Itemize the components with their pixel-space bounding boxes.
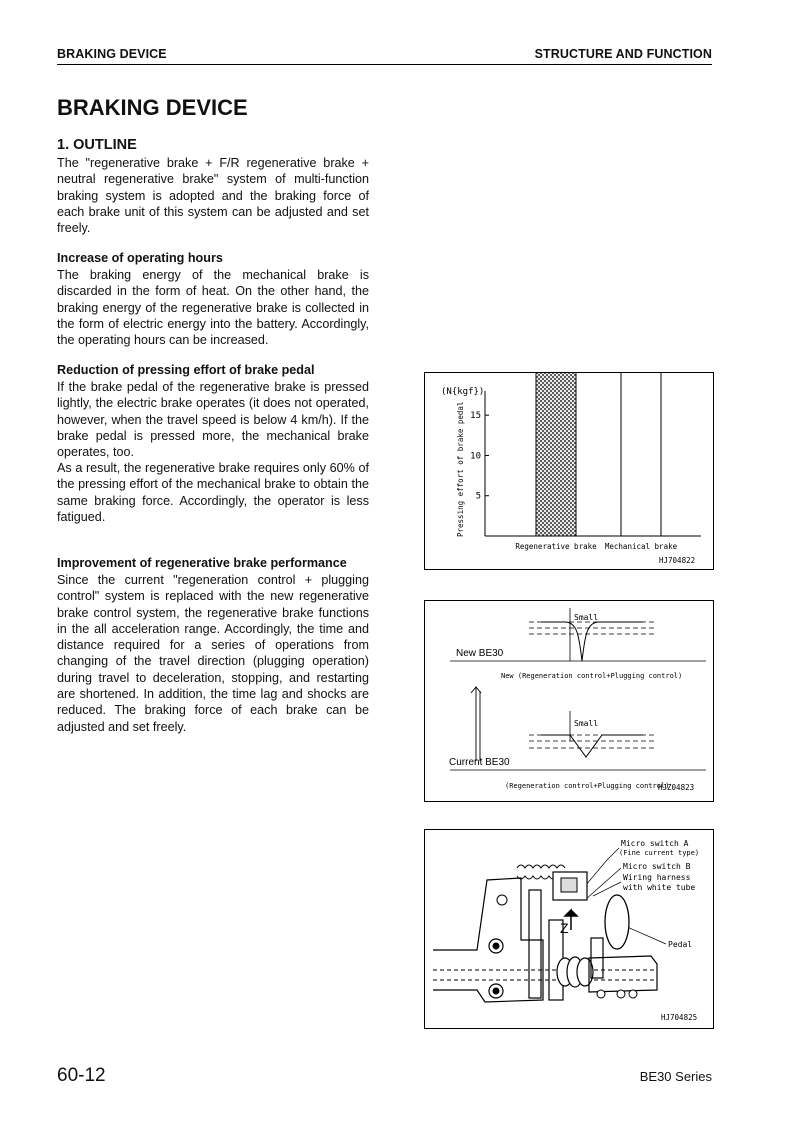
header-section-title: BRAKING DEVICE xyxy=(57,47,167,61)
fig2-code: HJZ04823 xyxy=(658,783,695,792)
chart-y-axis-label: Pressing effort of brake pedal xyxy=(456,401,465,537)
new-be30-label: New BE30 xyxy=(456,648,504,659)
callout-z: Z xyxy=(560,920,569,936)
pedal-mechanism-figure xyxy=(424,829,714,1029)
bolt-5 xyxy=(493,988,499,994)
chart-y-tick-label: 15 xyxy=(470,411,481,422)
fitting-2 xyxy=(617,990,625,998)
pedal-pad xyxy=(605,895,629,949)
section-body-operating-hours: The braking energy of the mechanical brake is discarded in the form of heat. On the other hand, the braking energy of the regenerative brake is collected in the form of electric energy into the battery. Accordingly, the operating hours can be increased. xyxy=(57,268,369,348)
header-chapter-title: STRUCTURE AND FUNCTION xyxy=(534,47,712,61)
current-be30-label: Current BE30 xyxy=(449,757,510,768)
pedal-effort-chart xyxy=(424,372,714,570)
section-body-regen-performance: Since the current "regeneration control + plugging control" system is replaced with the new regenerative brake control system, the regenerative brake functions in the all acceleration range. Accordingly, the time and distance required for a series of operations from changing of the travel direction (plugging operation) during travel to deceleration, stopping, and restarting are shortened. In addition, the time lag and shocks are reduced. The braking force of each brake can be adjusted and set freely. xyxy=(57,573,369,734)
fitting-3 xyxy=(629,990,637,998)
section-heading-pedal-effort: Reduction of pressing effort of brake pedal xyxy=(57,363,315,377)
chart-category-label: Mechanical brake xyxy=(604,542,678,551)
chart-y-tick-label: 5 xyxy=(475,491,481,502)
section-heading-operating-hours: Increase of operating hours xyxy=(57,251,223,265)
callout-fine-current: (Fine current type) xyxy=(619,849,700,857)
chart-bar xyxy=(536,373,576,536)
header-divider xyxy=(57,64,712,65)
current-caption: (Regeneration control+Plugging control) xyxy=(505,782,670,790)
new-small-label: Small xyxy=(574,613,599,622)
fig3-code: HJ704825 xyxy=(661,1013,698,1022)
current-small-label: Small xyxy=(574,719,599,728)
chart-code: HJ704822 xyxy=(659,556,696,565)
section-body-pedal-effort-2: As a result, the regenerative brake requires only 60% of the pressing effort of the mechanical brake to obtain the same braking force. Accordingly, the operator is less fatigued. xyxy=(57,461,369,524)
frame-plate xyxy=(433,878,543,1002)
callout-micro-switch-a: Micro switch A xyxy=(621,839,689,848)
page-title: BRAKING DEVICE xyxy=(57,95,248,120)
callout-wiring-harness: Wiring harness xyxy=(623,873,691,882)
section-body-pedal-effort: If the brake pedal of the regenerative brake is pressed lightly, the electric brake operates (it does not operated, however, when the travel speed is below 4 km/h). If the brake pedal is pressed more, the mechanical brake operates, too. xyxy=(57,380,369,460)
pedal-shaft xyxy=(433,970,655,980)
callout-white-tube: with white tube xyxy=(623,883,696,892)
bolt-3 xyxy=(493,943,499,949)
lever-arm xyxy=(529,890,541,998)
cylinder-body xyxy=(589,956,657,992)
page-number: 60-12 xyxy=(57,1065,106,1086)
bolt-1 xyxy=(497,895,507,905)
outline-heading: 1. OUTLINE xyxy=(57,137,137,153)
chart-category-label: Regenerative brake xyxy=(515,542,597,551)
upgrade-arrow xyxy=(471,687,481,761)
current-brake-curve xyxy=(541,735,643,757)
series-name: BE30 Series xyxy=(639,1069,712,1084)
chart-y-unit: (N{kgf}) xyxy=(441,387,485,397)
leader-pedal xyxy=(625,926,666,944)
callout-pedal: Pedal xyxy=(668,940,693,949)
fitting-1 xyxy=(597,990,605,998)
chart-y-tick-label: 10 xyxy=(470,451,481,462)
brake-comparison-figure xyxy=(424,600,714,802)
outline-intro: The "regenerative brake + F/R regenerative brake + neutral regenerative brake" system of multi-function braking system is adopted and the braking force of each brake unit of this system can be adjusted and set freely. xyxy=(57,156,369,236)
micro-switch-block xyxy=(561,878,577,892)
section-heading-regen-performance: Improvement of regenerative brake performance xyxy=(57,556,347,570)
callout-micro-switch-b: Micro switch B xyxy=(623,862,691,871)
chart-bar xyxy=(621,373,661,536)
new-caption: New (Regeneration control+Plugging control) xyxy=(501,672,683,680)
